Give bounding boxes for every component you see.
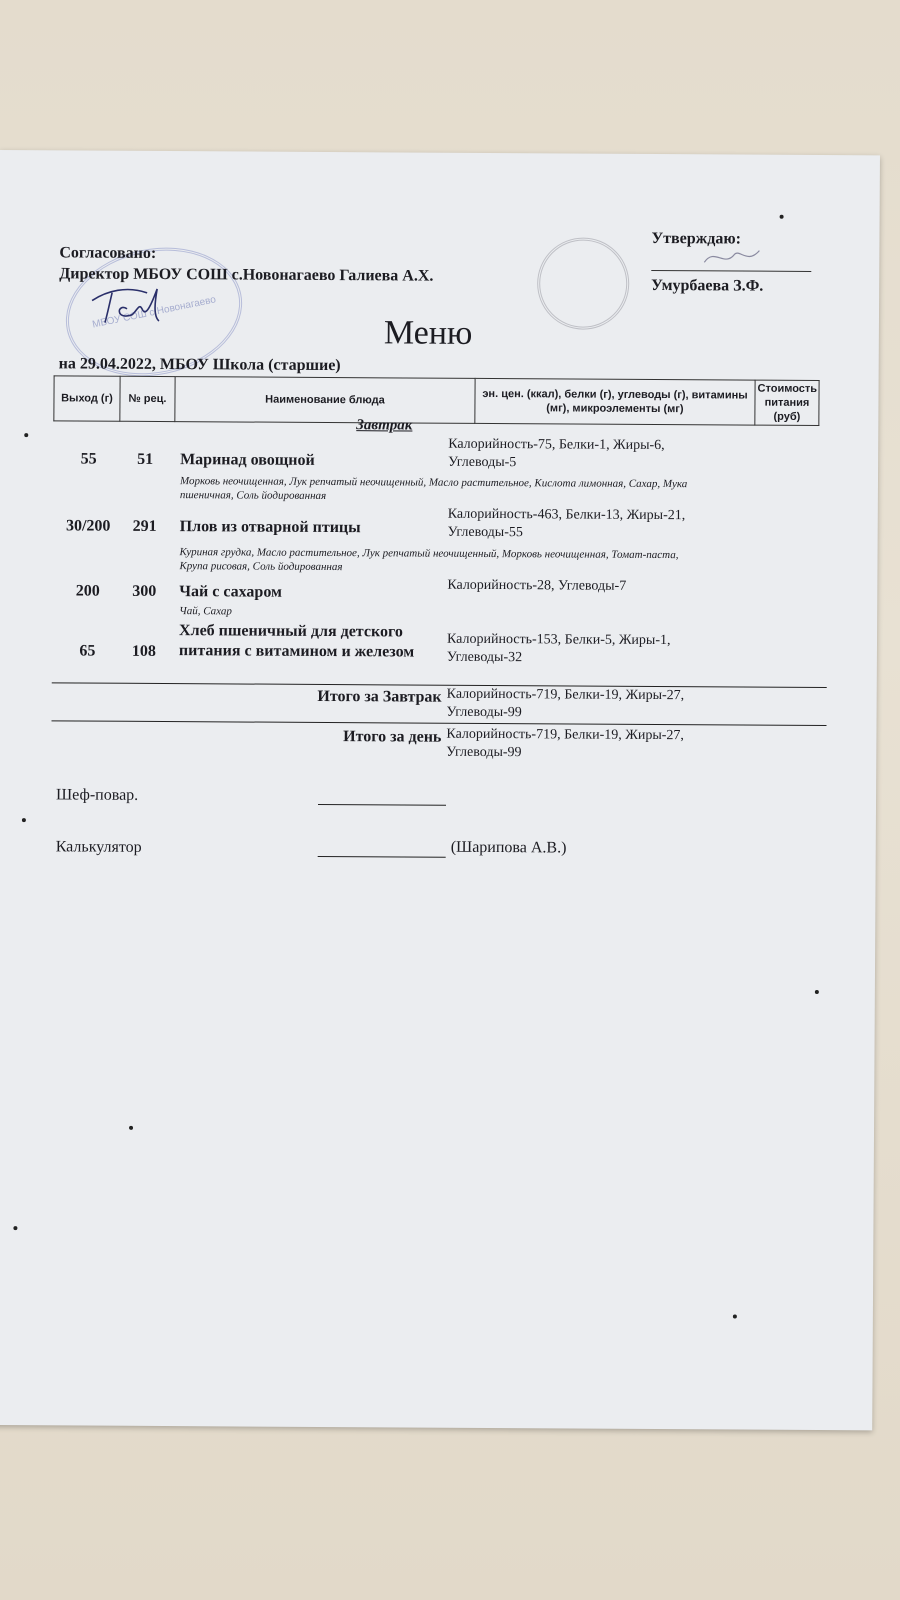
chef-label: Шеф-повар.	[56, 786, 139, 804]
dish-recipe: 291	[132, 517, 157, 535]
total-breakfast-label: Итого за Завтрак	[317, 687, 442, 706]
dish-yield: 200	[75, 582, 100, 600]
agreed-block	[59, 242, 433, 286]
dish-nutrition: Калорийность-463, Белки-13, Жиры-21, Углеводы-55	[447, 506, 686, 541]
total-divider	[52, 720, 827, 726]
total-breakfast-value: Калорийность-719, Белки-19, Жиры-27, Углеводы-99	[446, 686, 685, 721]
dish-nutrition: Калорийность-28, Углеводы-7	[447, 577, 627, 594]
dish-name: Хлеб пшеничный для детского питания с витамином и железом	[178, 622, 415, 661]
dish-nutrition: Калорийность-75, Белки-1, Жиры-6, Углеводы-5	[448, 436, 665, 471]
speck	[733, 1314, 737, 1318]
speck	[22, 818, 26, 822]
col-recipe: № рец.	[120, 376, 175, 421]
col-cost: Стоимость питания (руб)	[755, 380, 819, 425]
speck	[780, 215, 784, 219]
speck	[815, 990, 819, 994]
col-yield: Выход (г)	[54, 376, 120, 421]
page-title: Меню	[383, 314, 473, 352]
dish-recipe: 108	[131, 642, 156, 660]
approve-signature-line	[651, 270, 811, 272]
calculator-label: Калькулятор	[55, 838, 142, 856]
dish-ingredients: Морковь неочищенная, Лук репчатый неочищенный, Масло растительное, Кислота лимонная, Сахар, Мука пшеничная, Соль йодированная	[179, 475, 688, 502]
total-day-value: Калорийность-719, Белки-19, Жиры-27, Углеводы-99	[446, 726, 684, 761]
agreed-director: Директор МБОУ СОШ с.Новонагаево Галиева А.Х.	[59, 265, 434, 285]
dish-yield: 30/200	[65, 517, 111, 535]
menu-subtitle: на 29.04.2022, МБОУ Школа (старшие)	[58, 355, 341, 375]
round-stamp-right	[537, 237, 630, 330]
column-header-table	[53, 375, 819, 426]
dish-ingredients: Куриная грудка, Масло растительное, Лук репчатый неочищенный, Морковь неочищенная, Томат-паста, Крупа рисовая, Соль йодированная	[179, 546, 679, 574]
dish-nutrition: Калорийность-153, Белки-5, Жиры-1, Углеводы-32	[446, 631, 671, 666]
meal-name: Завтрак	[356, 417, 413, 434]
dish-name: Плов из отварной птицы	[179, 518, 361, 537]
dish-recipe: 51	[137, 450, 154, 468]
dish-recipe: 300	[132, 582, 157, 600]
col-dish-name: Наименование блюда	[175, 377, 475, 424]
speck	[24, 433, 28, 437]
calculator-name: (Шарипова А.В.)	[450, 838, 567, 857]
dish-yield: 65	[79, 642, 96, 660]
total-day-label: Итого за день	[343, 728, 442, 746]
chef-signature-line	[318, 804, 446, 806]
director-signature	[87, 281, 187, 327]
stamp-text: МБОУ СОШ с.Новонагаево	[91, 293, 217, 331]
speck	[129, 1126, 133, 1130]
dish-ingredients: Чай, Сахар	[179, 605, 232, 618]
speck	[13, 1226, 17, 1230]
agreed-label: Согласовано:	[59, 244, 157, 262]
menu-sheet	[0, 150, 880, 1430]
total-divider	[52, 682, 827, 688]
dish-name: Чай с сахаром	[179, 583, 282, 601]
col-nutrition: эн. цен. (ккал), белки (г), углеводы (г), витамины (мг), микроэлементы (мг)	[475, 378, 755, 425]
approve-label: Утверждаю:	[651, 229, 742, 248]
dish-yield: 55	[80, 450, 97, 468]
dish-name: Маринад овощной	[180, 451, 315, 469]
column-header-row	[54, 376, 819, 426]
calculator-signature-line	[318, 856, 446, 858]
approve-name: Умурбаева З.Ф.	[651, 276, 764, 295]
